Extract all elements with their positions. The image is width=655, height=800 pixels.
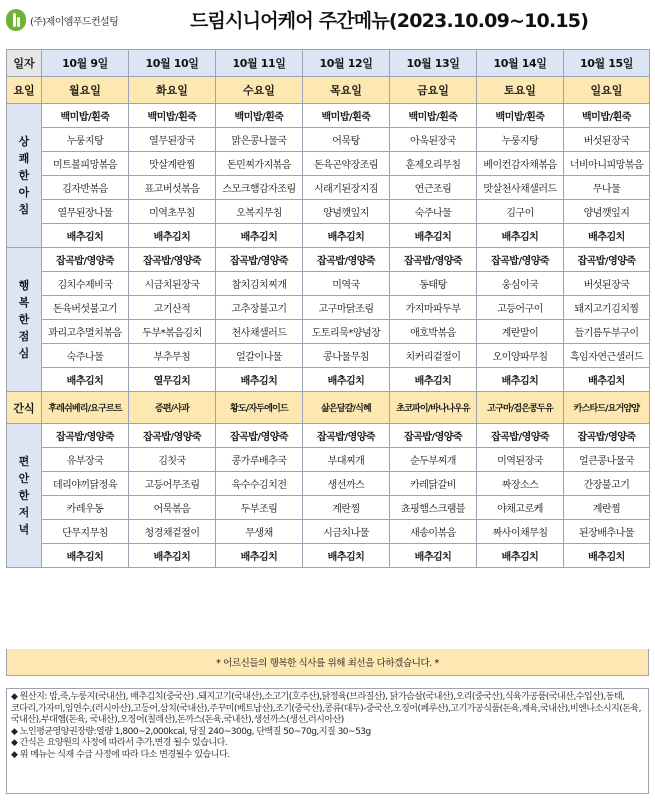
menu-item: 잡곡밥/영양죽 — [303, 424, 390, 448]
menu-item: 야채고로케 — [477, 496, 564, 520]
menu-item: 양념깻잎지 — [564, 200, 650, 224]
menu-item: 맑은콩나물국 — [216, 128, 303, 152]
lunch-row — [7, 344, 650, 368]
menu-item: 열무된장국 — [129, 128, 216, 152]
menu-item: 김칫국 — [129, 448, 216, 472]
menu-item: 웅심이국 — [477, 272, 564, 296]
menu-item: 미트볼피망볶음 — [42, 152, 129, 176]
menu-item: 단무지무침 — [42, 520, 129, 544]
menu-item: 잡곡밥/영양죽 — [303, 248, 390, 272]
menu-item: 간장불고기 — [564, 472, 650, 496]
menu-item: 맛살계란찜 — [129, 152, 216, 176]
lunch-label — [7, 248, 42, 392]
menu-item: 카레닭갈비 — [390, 472, 477, 496]
menu-item: 버섯된장국 — [564, 272, 650, 296]
menu-item: 미역국 — [303, 272, 390, 296]
menu-item: 잡곡밥/영양죽 — [564, 424, 650, 448]
menu-item: 백미밥/흰죽 — [390, 104, 477, 128]
menu-change-note: ◆ 위 메뉴는 식재 수급 사정에 따라 다소 변경될수 있습니다. — [11, 749, 230, 760]
menu-item: 배추김치 — [129, 224, 216, 248]
company-logo — [6, 9, 118, 31]
menu-item: 들기름두부구이 — [564, 320, 650, 344]
breakfast-row — [7, 128, 650, 152]
weekly-menu-table — [6, 49, 650, 568]
menu-item: 열무김치 — [129, 368, 216, 392]
page-title: 드림시니어케어 주간메뉴(2023.10.09~10.15) — [190, 10, 589, 32]
menu-item: 배추김치 — [42, 224, 129, 248]
menu-item: 부대찌개 — [303, 448, 390, 472]
breakfast-row — [7, 176, 650, 200]
menu-item: 미역된장국 — [477, 448, 564, 472]
menu-item: 누룽지탕 — [42, 128, 129, 152]
menu-item: 잡곡밥/영양죽 — [477, 248, 564, 272]
menu-item: 숙주나물 — [42, 344, 129, 368]
menu-item: 잡곡밥/영양죽 — [390, 248, 477, 272]
menu-item: 잡곡밥/영양죽 — [477, 424, 564, 448]
menu-item: 짜사이채무침 — [477, 520, 564, 544]
lunch-row — [7, 320, 650, 344]
snack-item: 초코파이/바나나우유 — [390, 392, 477, 424]
menu-item: 고기산적 — [129, 296, 216, 320]
menu-item: 버섯된장국 — [564, 128, 650, 152]
date-cell: 10월 10일 — [129, 50, 216, 77]
date-cell: 10월 14일 — [477, 50, 564, 77]
snack-item: 증편/사과 — [129, 392, 216, 424]
menu-item: 얼갈이나물 — [216, 344, 303, 368]
menu-item: 계란찜 — [564, 496, 650, 520]
menu-item: 어묵탕 — [303, 128, 390, 152]
menu-item: 고등어무조림 — [129, 472, 216, 496]
day-cell: 목요일 — [303, 77, 390, 104]
menu-item: 김자반볶음 — [42, 176, 129, 200]
menu-item: 새송이볶음 — [390, 520, 477, 544]
logo-icon — [6, 9, 26, 31]
menu-item: 가지마파두부 — [390, 296, 477, 320]
menu-item: 아욱된장국 — [390, 128, 477, 152]
menu-item: 배추김치 — [390, 544, 477, 568]
menu-item: 시금치된장국 — [129, 272, 216, 296]
origin-info: ◆ 원산지: 밥,죽,누룽지(국내산), 배추김치(중국산) .돼지고기(국내산),소고기(호주산),닭정육(브라질산), 닭가슴살(국내산),오리(중국산),식육가공품(국내산,수입산),동태,코다리,가자미,임연수,(러시아산),고등어,삼치(국내산),주꾸미(베트남산),조기(중국산),콩류(대두)-중국산,오징어(페루산),고기가공식품(돈육,계육,국내산),비엔나소시지(돈육,국내산),부대햄(돈육, 국내산),오징어(칠레산),돈까스(돈육,국내산),생선까스(생선,러시아산) — [11, 692, 641, 725]
menu-item: 백미밥/흰죽 — [564, 104, 650, 128]
menu-item: 시래기된장지짐 — [303, 176, 390, 200]
menu-item: 도토리묵*양념장 — [303, 320, 390, 344]
menu-item: 콩가루배추국 — [216, 448, 303, 472]
menu-item: 열무된장나물 — [42, 200, 129, 224]
menu-item: 쵸핑햄스크램블 — [390, 496, 477, 520]
lunch-row — [7, 272, 650, 296]
snack-label: 간식 — [7, 392, 42, 424]
dinner-row — [7, 496, 650, 520]
lunch-label-text: 행 복 한 점 심 — [18, 279, 30, 360]
menu-item: 배추김치 — [42, 368, 129, 392]
menu-item: 고등어구이 — [477, 296, 564, 320]
day-cell: 금요일 — [390, 77, 477, 104]
menu-item: 표고버섯볶음 — [129, 176, 216, 200]
menu-item: 배추김치 — [303, 224, 390, 248]
menu-item: 배추김치 — [42, 544, 129, 568]
breakfast-row — [7, 152, 650, 176]
menu-item: 백미밥/흰죽 — [42, 104, 129, 128]
menu-item: 미역초무침 — [129, 200, 216, 224]
menu-item: 참치김치찌개 — [216, 272, 303, 296]
menu-item: 배추김치 — [303, 544, 390, 568]
menu-item: 된장배추나물 — [564, 520, 650, 544]
menu-item: 베이컨감자채볶음 — [477, 152, 564, 176]
menu-item: 계란찜 — [303, 496, 390, 520]
menu-item: 카레우동 — [42, 496, 129, 520]
day-cell: 토요일 — [477, 77, 564, 104]
menu-item: 콩나물무침 — [303, 344, 390, 368]
menu-item: 고추장불고기 — [216, 296, 303, 320]
menu-item: 배추김치 — [390, 224, 477, 248]
lunch-row — [7, 248, 650, 272]
date-cell: 10월 13일 — [390, 50, 477, 77]
menu-item: 훈제오리무침 — [390, 152, 477, 176]
menu-item: 육수수김치전 — [216, 472, 303, 496]
dinner-label — [7, 424, 42, 568]
dinner-row — [7, 544, 650, 568]
logo-text: (주)제이엠푸드컨설팅 — [30, 16, 119, 28]
dinner-row — [7, 448, 650, 472]
snack-item: 황도/자두에이드 — [216, 392, 303, 424]
menu-item: 돈민찌가지볶음 — [216, 152, 303, 176]
menu-item: 스모크햄감자조림 — [216, 176, 303, 200]
snack-note: ◆ 간식은 요양원의 사정에 따라서 추가,변경 될수 있습니다. — [11, 738, 228, 748]
menu-item: 데리야끼닭정육 — [42, 472, 129, 496]
menu-item: 배추김치 — [564, 368, 650, 392]
footer-info — [6, 688, 649, 794]
day-cell: 월요일 — [42, 77, 129, 104]
menu-item: 무생채 — [216, 520, 303, 544]
menu-item: 배추김치 — [390, 368, 477, 392]
menu-item: 치커리겉절이 — [390, 344, 477, 368]
snack-item: 삶은달걀/식혜 — [303, 392, 390, 424]
menu-item: 백미밥/흰죽 — [303, 104, 390, 128]
menu-item: 맛살천사채샐러드 — [477, 176, 564, 200]
menu-item: 어묵볶음 — [129, 496, 216, 520]
menu-item: 김치수제비국 — [42, 272, 129, 296]
menu-item: 애호박볶음 — [390, 320, 477, 344]
menu-item: 천사채샐러드 — [216, 320, 303, 344]
snack-item: 카스타드/요거얌얌 — [564, 392, 650, 424]
menu-item: 잡곡밥/영양죽 — [564, 248, 650, 272]
nutrition-info: ◆ 노인평균영양권장량:열량 1,800~2,000kcal, 당질 240~300g, 단백질 50~70g,지질 30~53g — [11, 726, 371, 737]
menu-item: 꽈리고추멸치볶음 — [42, 320, 129, 344]
menu-item: 생선까스 — [303, 472, 390, 496]
breakfast-label-text: 상 쾌 한 아 침 — [18, 135, 30, 216]
menu-item: 배추김치 — [129, 544, 216, 568]
menu-item: 백미밥/흰죽 — [216, 104, 303, 128]
breakfast-row — [7, 200, 650, 224]
menu-item: 흑임자연근샐러드 — [564, 344, 650, 368]
menu-item: 너비아니피망볶음 — [564, 152, 650, 176]
menu-item: 무나물 — [564, 176, 650, 200]
day-label: 요일 — [7, 77, 42, 104]
snack-item: 고구마/검은콩두유 — [477, 392, 564, 424]
dinner-label-text: 편 안 한 저 녁 — [18, 455, 30, 536]
menu-item: 김구이 — [477, 200, 564, 224]
day-row — [7, 77, 650, 104]
page-header — [0, 0, 655, 42]
dinner-row — [7, 472, 650, 496]
notice-banner: * 어르신들의 행복한 식사를 위해 최선을 다하겠습니다. * — [6, 649, 649, 676]
menu-item: 잡곡밥/영양죽 — [129, 248, 216, 272]
menu-item: 시금치나물 — [303, 520, 390, 544]
dinner-row — [7, 520, 650, 544]
menu-item: 배추김치 — [216, 544, 303, 568]
snack-row — [7, 392, 650, 424]
breakfast-row — [7, 104, 650, 128]
lunch-row — [7, 368, 650, 392]
menu-item: 잡곡밥/영양죽 — [42, 424, 129, 448]
menu-item: 배추김치 — [303, 368, 390, 392]
menu-item: 양념깻잎지 — [303, 200, 390, 224]
breakfast-label — [7, 104, 42, 248]
date-cell: 10월 15일 — [564, 50, 650, 77]
day-cell: 수요일 — [216, 77, 303, 104]
menu-item: 잡곡밥/영양죽 — [129, 424, 216, 448]
menu-item: 청경채겉절이 — [129, 520, 216, 544]
menu-item: 배추김치 — [564, 224, 650, 248]
menu-item: 연근조림 — [390, 176, 477, 200]
menu-item: 유부장국 — [42, 448, 129, 472]
snack-item: 후레쉬베리/요구르트 — [42, 392, 129, 424]
menu-item: 오이양파무침 — [477, 344, 564, 368]
lunch-row — [7, 296, 650, 320]
menu-item: 배추김치 — [216, 224, 303, 248]
menu-item: 얼큰콩나물국 — [564, 448, 650, 472]
menu-item: 배추김치 — [564, 544, 650, 568]
menu-item: 배추김치 — [216, 368, 303, 392]
breakfast-row — [7, 224, 650, 248]
menu-item: 두부*볶음김치 — [129, 320, 216, 344]
menu-item: 백미밥/흰죽 — [129, 104, 216, 128]
menu-item: 잡곡밥/영양죽 — [390, 424, 477, 448]
menu-item: 계란말이 — [477, 320, 564, 344]
menu-item: 두부조림 — [216, 496, 303, 520]
menu-item: 돈육곤약장조림 — [303, 152, 390, 176]
menu-item: 고구마닭조림 — [303, 296, 390, 320]
menu-item: 배추김치 — [477, 368, 564, 392]
menu-item: 백미밥/흰죽 — [477, 104, 564, 128]
menu-item: 짜장소스 — [477, 472, 564, 496]
menu-item: 잡곡밥/영양죽 — [216, 424, 303, 448]
menu-item: 잡곡밥/영양죽 — [216, 248, 303, 272]
menu-item: 돼지고기김치찜 — [564, 296, 650, 320]
menu-item: 누룽지탕 — [477, 128, 564, 152]
day-cell: 화요일 — [129, 77, 216, 104]
dinner-row — [7, 424, 650, 448]
menu-item: 순두부찌개 — [390, 448, 477, 472]
date-cell: 10월 9일 — [42, 50, 129, 77]
date-label: 일자 — [7, 50, 42, 77]
day-cell: 일요일 — [564, 77, 650, 104]
menu-item: 숙주나물 — [390, 200, 477, 224]
menu-item: 동태탕 — [390, 272, 477, 296]
date-cell: 10월 11일 — [216, 50, 303, 77]
date-cell: 10월 12일 — [303, 50, 390, 77]
menu-item: 잡곡밥/영양죽 — [42, 248, 129, 272]
menu-item: 배추김치 — [477, 224, 564, 248]
menu-item: 부추무침 — [129, 344, 216, 368]
menu-item: 배추김치 — [477, 544, 564, 568]
menu-item: 돈육버섯불고기 — [42, 296, 129, 320]
menu-item: 오복지무침 — [216, 200, 303, 224]
date-row — [7, 50, 650, 77]
